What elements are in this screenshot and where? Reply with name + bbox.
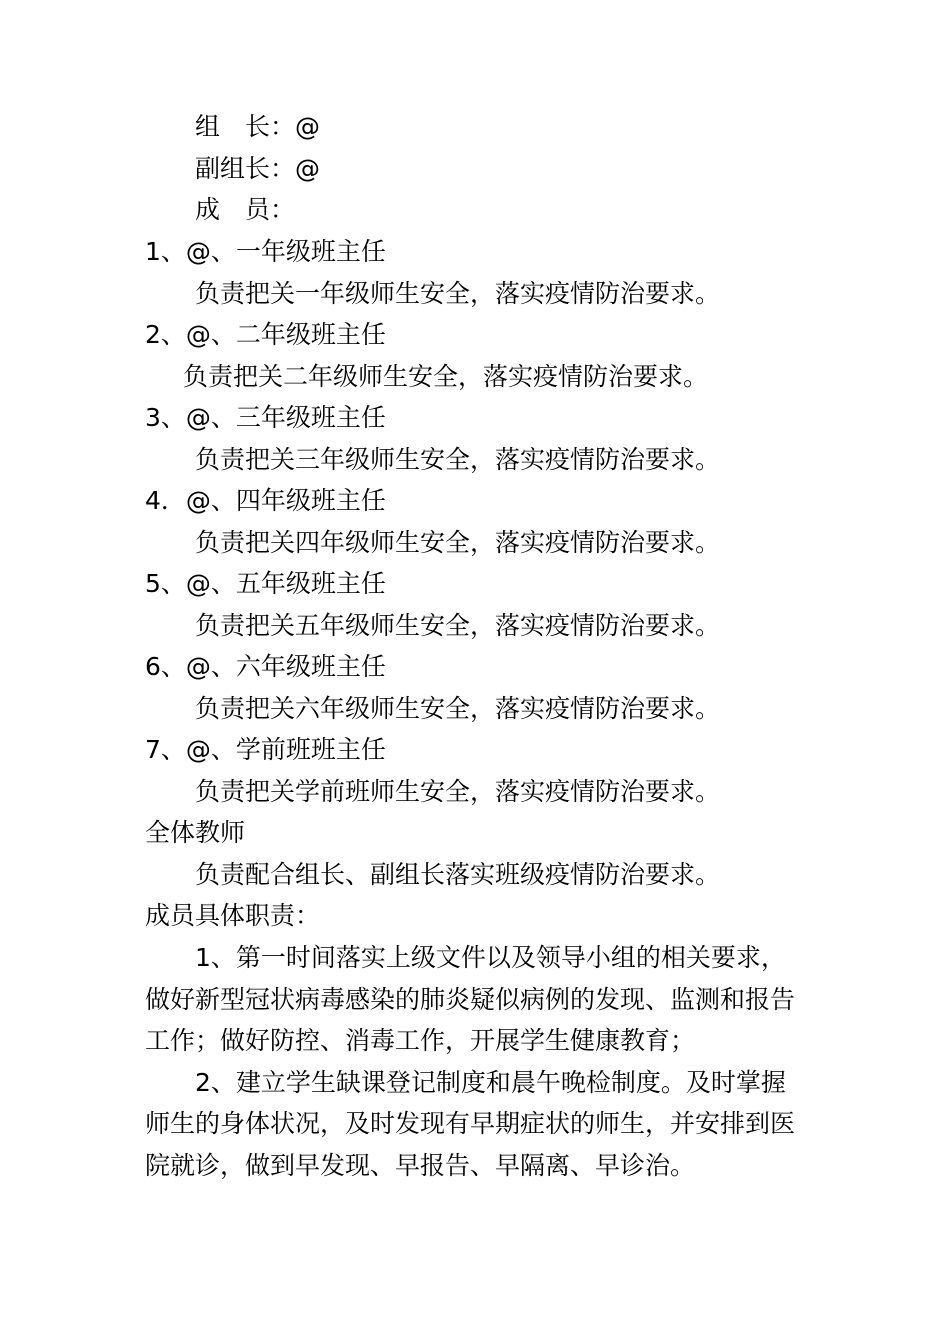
member-heading-2: 2、@、二年级班主任 (145, 320, 386, 349)
member-heading-6: 6、@、六年级班主任 (145, 652, 386, 681)
responsibility-2-line-2: 师生的身体状况，及时发现有早期症状的师生，并安排到医 (145, 1109, 796, 1138)
responsibility-1-line-3: 工作；做好防控、消毒工作，开展学生健康教育； (145, 1026, 696, 1055)
responsibilities-heading: 成员具体职责： (145, 901, 321, 930)
leader-line (195, 110, 320, 144)
member-heading-1: 1、@、一年级班主任 (145, 237, 386, 266)
responsibility-1-line-1: 1、第一时间落实上级文件以及领导小组的相关要求， (195, 943, 786, 972)
member-duty-2: 负责把关二年级师生安全，落实疫情防治要求。 (183, 362, 709, 391)
member-heading-4: 4．@、四年级班主任 (145, 486, 386, 515)
members-label-b: 员： (245, 195, 296, 224)
leader-label-b: 长：@ (245, 112, 321, 141)
responsibility-2-line-1: 2、建立学生缺课登记制度和晨午晚检制度。及时掌握 (195, 1068, 786, 1097)
member-duty-5: 负责把关五年级师生安全，落实疫情防治要求。 (195, 611, 721, 640)
member-heading-7: 7、@、学前班班主任 (145, 735, 386, 764)
member-duty-7: 负责把关学前班师生安全，落实疫情防治要求。 (195, 777, 721, 806)
member-duty-4: 负责把关四年级师生安全，落实疫情防治要求。 (195, 528, 721, 557)
responsibility-2-line-3: 院就诊，做到早发现、早报告、早隔离、早诊治。 (145, 1151, 696, 1180)
member-heading-5: 5、@、五年级班主任 (145, 569, 386, 598)
members-line (195, 193, 295, 227)
responsibility-1-line-2: 做好新型冠状病毒感染的肺炎疑似病例的发现、监测和报告 (145, 985, 796, 1014)
members-label-a: 成 (195, 195, 221, 224)
all-teachers-heading: 全体教师 (145, 818, 246, 847)
member-duty-1: 负责把关一年级师生安全，落实疫情防治要求。 (195, 279, 721, 308)
all-teachers-duty: 负责配合组长、副组长落实班级疫情防治要求。 (195, 860, 721, 889)
member-heading-3: 3、@、三年级班主任 (145, 403, 386, 432)
member-duty-6: 负责把关六年级师生安全，落实疫情防治要求。 (195, 694, 721, 723)
leader-label-a: 组 (195, 112, 221, 141)
member-duty-3: 负责把关三年级师生安全，落实疫情防治要求。 (195, 445, 721, 474)
deputy-leader-line: 副组长：@ (195, 154, 321, 183)
